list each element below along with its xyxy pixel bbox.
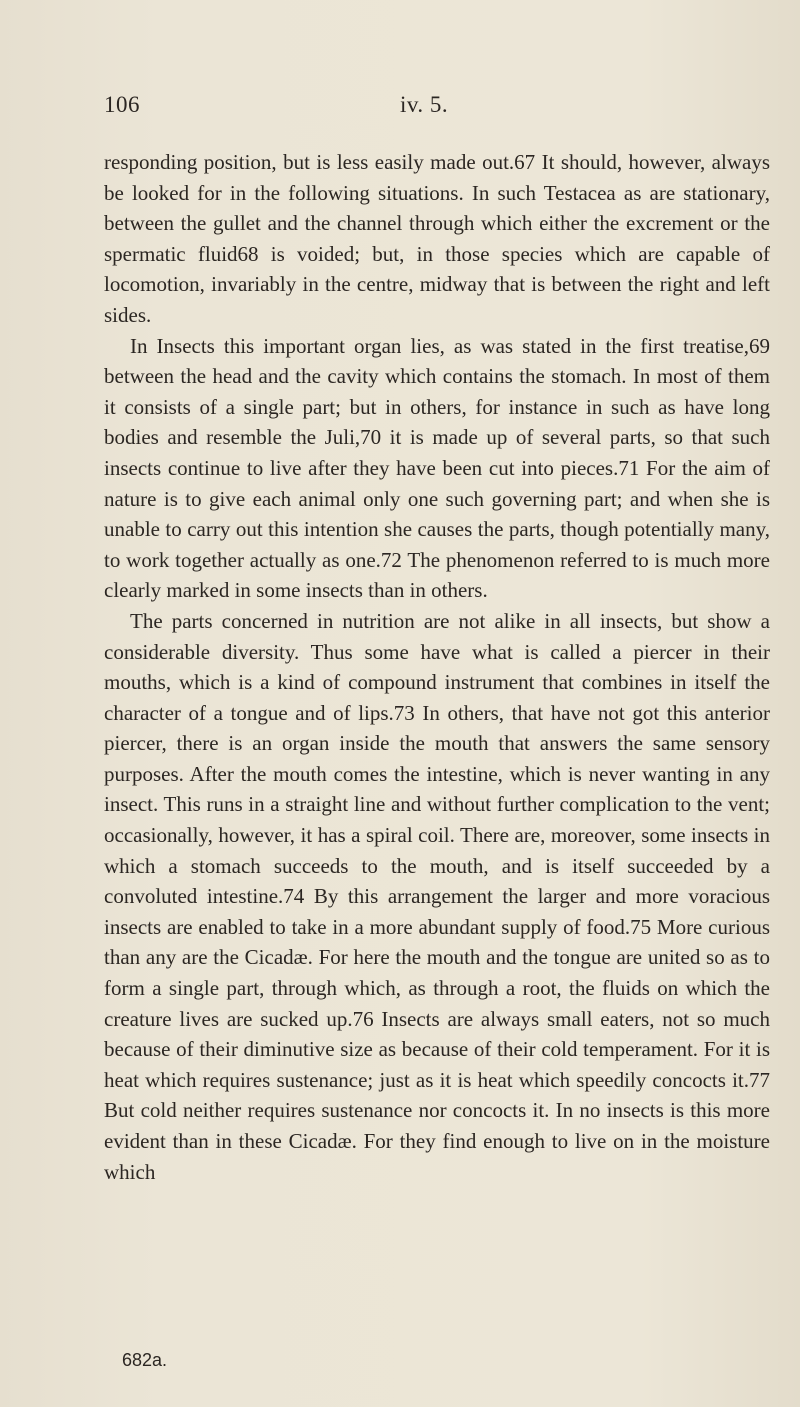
paragraph: The parts concerned in nutrition are not alike in all insects, but show a considerable diversity. Thus some have what is called a piercer in their mouths, which is a kind of compound instrument that combines in itself the character of a tongue and of lips.73 In others, that have not got this anterior piercer, there is an organ inside the mouth that answers the same sensory purposes. After the mouth comes the intestine, which is never wanting in any insect. This runs in a straight line and without further complication to the vent; occasionally, however, it has a spiral coil. There are, moreover, some insects in which a stomach succeeds to the mouth, and is itself succeeded by a convoluted intestine.74 By this arrangement the larger and more voracious insects are enabled to take in a more abundant supply of food.75 More curious than any are the Cicadæ. For here the mouth and the tongue are united so as to form a single part, through which, as through a root, the fluids on which the creature lives are sucked up.76 Insects are always small eaters, not so much because of their diminutive size as because of their cold temperament. For it is heat which requires sustenance; just as it is heat which speedily concocts it.77 But cold neither requires sustenance nor concocts it. In no insects is this more evident than in these Cicadæ. For they find enough to live on in the moisture which (104, 608, 770, 1184)
signature-mark: 682a. (122, 1350, 168, 1370)
paragraph: In Insects this important organ lies, as was stated in the first treatise,69 between the head and the cavity which contains the stomach. In most of them it consists of a single part; but in others, for instance in such as have long bodies and resemble the Juli,70 it is made up of several parts, so that such insects continue to live after they have been cut into pieces.71 For the aim of nature is to give each animal only one such governing part; and when she is unable to carry out this intention she causes the parts, though potentially many, to work together actually as one.72 The phenomenon referred to is much more clearly marked in some insects than in others. (104, 333, 770, 603)
section-reference: iv. 5. (400, 92, 449, 117)
page-number: 106 (104, 92, 140, 117)
paragraph: responding position, but is less easily made out.67 It should, however, always be looked for in the following situations. In such Testacea as are stationary, between the gullet and the channel through which either the excrement or the spermatic fluid68 is voided; but, in those species which are capable of locomotion, invariably in the centre, midway that is between the right and left sides. (104, 150, 770, 327)
body-text (104, 147, 770, 1187)
